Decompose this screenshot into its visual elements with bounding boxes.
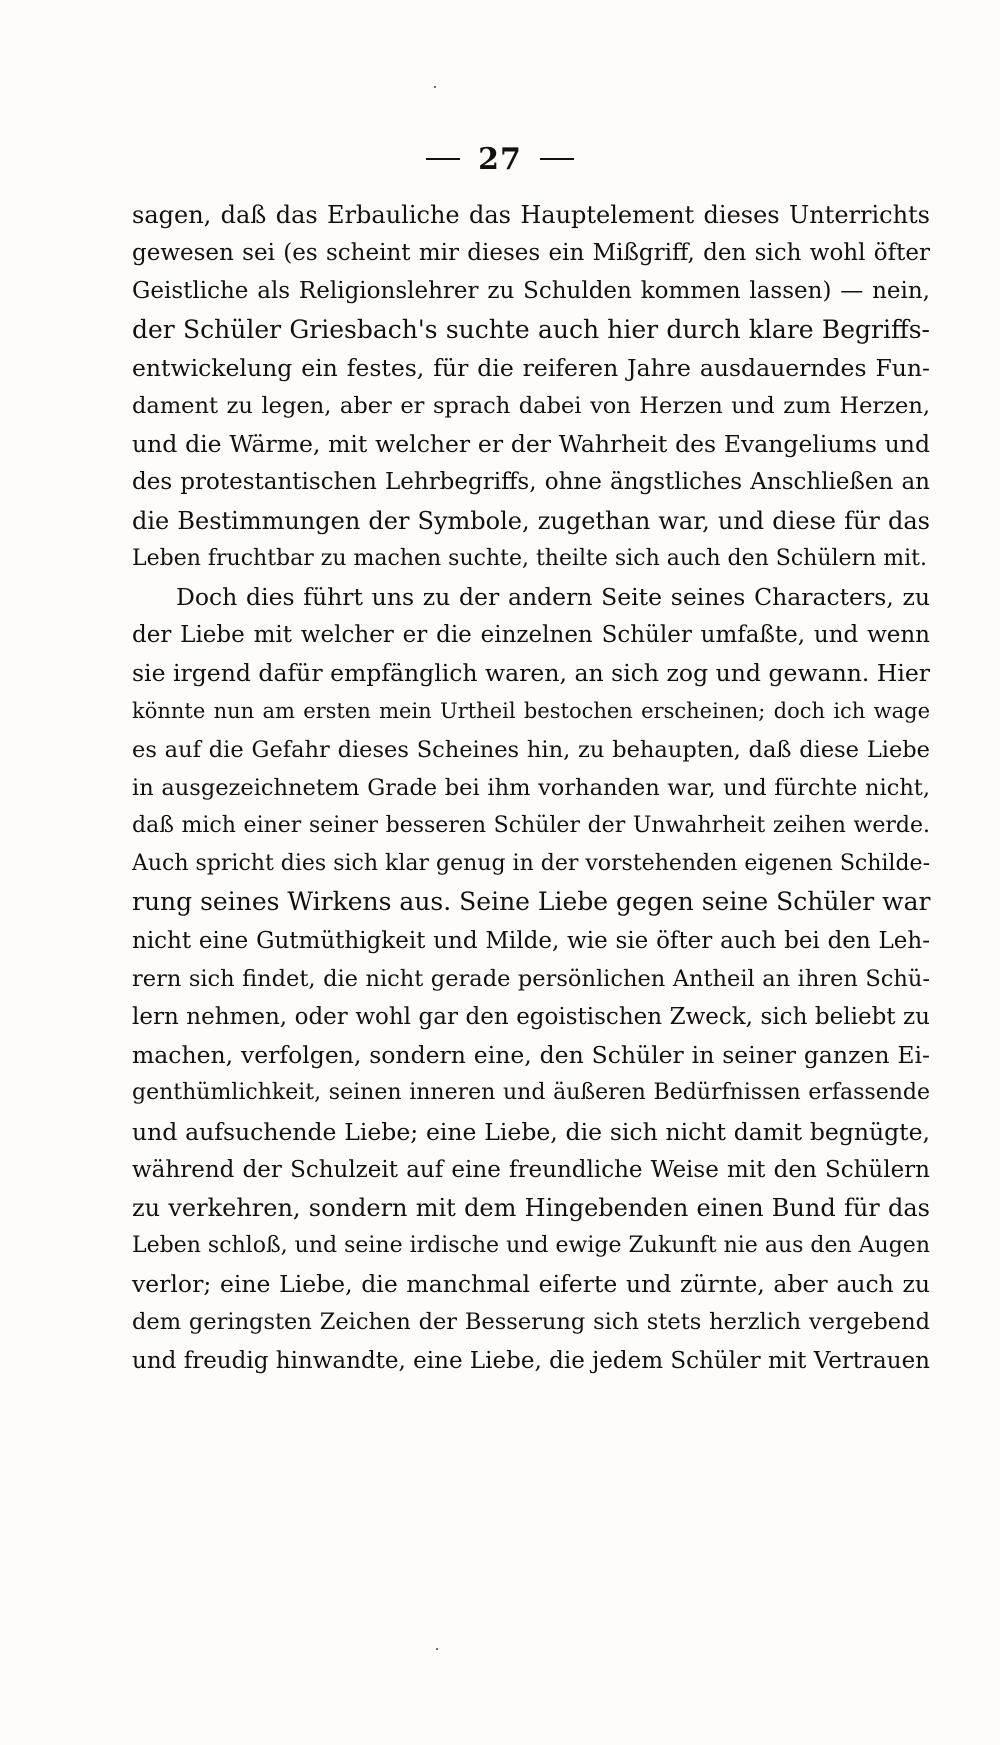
- text-line: Leben schloß, und seine irdische und ewige Zukunft nie aus den Augen: [132, 1233, 930, 1259]
- text-line: und freudig hinwandte, eine Liebe, die jedem Schüler mit Vertrauen: [132, 1347, 930, 1374]
- text-line: daß mich einer seiner besseren Schüler der Unwahrheit zeihen werde.: [132, 813, 930, 838]
- text-line: der Liebe mit welcher er die einzelnen Schüler umfaßte, und wenn: [132, 622, 930, 649]
- text-line: sagen, daß das Erbauliche das Hauptelement dieses Unterrichts: [132, 201, 930, 229]
- text-line: es auf die Gefahr dieses Scheines hin, zu behaupten, daß diese Liebe: [132, 736, 930, 763]
- text-line: machen, verfolgen, sondern eine, den Schüler in seiner ganzen Ei-: [132, 1041, 930, 1070]
- text-line: dament zu legen, aber er sprach dabei von Herzen und zum Herzen,: [132, 392, 930, 419]
- text-line: des protestantischen Lehrbegriffs, ohne ängstliches Anschließen an: [132, 469, 930, 496]
- text-line: könnte nun am ersten mein Urtheil bestochen erscheinen; doch ich wage: [132, 699, 930, 724]
- text-line: genthümlichkeit, seinen inneren und äußeren Bedürfnissen erfassende: [132, 1080, 930, 1106]
- text-line: lern nehmen, oder wohl gar den egoistischen Zweck, sich beliebt zu: [132, 1003, 930, 1030]
- text-line: verlor; eine Liebe, die manchmal eiferte und zürnte, aber auch zu: [132, 1270, 930, 1299]
- text-line: in ausgezeichnetem Grade bei ihm vorhanden war, und fürchte nicht,: [132, 774, 930, 801]
- text-line: und die Wärme, mit welcher er der Wahrheit des Evangeliums und: [132, 430, 930, 459]
- text-line: sie irgend dafür empfänglich waren, an sich zog und gewann. Hier: [132, 659, 930, 688]
- text-line: der Schüler Griesbach's suchte auch hier durch klare Begriffs-: [132, 314, 930, 344]
- text-line: zu verkehren, sondern mit dem Hingebenden einen Bund für das: [132, 1193, 930, 1222]
- text-line: rung seines Wirkens aus. Seine Liebe gegen seine Schüler war: [132, 887, 931, 917]
- text-line: entwickelung ein festes, für die reiferen Jahre ausdauerndes Fun-: [132, 353, 930, 382]
- page-number-header: [0, 142, 1000, 177]
- text-line: rern sich findet, die nicht gerade persönlichen Antheil an ihren Schü-: [132, 965, 930, 992]
- text-line: nicht eine Gutmüthigkeit und Milde, wie sie öfter auch bei den Leh-: [132, 927, 930, 954]
- text-line: Auch spricht dies sich klar genug in der vorstehenden eigenen Schilde-: [132, 851, 930, 877]
- body-text: [132, 196, 930, 1380]
- text-line: dem geringsten Zeichen der Besserung sich stets herzlich vergebend: [132, 1309, 930, 1336]
- right-dash: [540, 158, 574, 160]
- text-line: die Bestimmungen der Symbole, zugethan war, und diese für das: [132, 506, 930, 535]
- text-line: Geistliche als Religionslehrer zu Schulden kommen lassen) — nein,: [132, 278, 930, 305]
- page-number: 27: [478, 142, 522, 177]
- paper-speck: [436, 1648, 438, 1650]
- text-line: Leben fruchtbar zu machen suchte, theilte sich auch den Schülern mit.: [132, 545, 927, 571]
- text-line: während der Schulzeit auf eine freundliche Weise mit den Schülern: [132, 1156, 930, 1183]
- text-line: und aufsuchende Liebe; eine Liebe, die sich nicht damit begnügte,: [132, 1117, 930, 1146]
- text-line: gewesen sei (es scheint mir dieses ein Mißgriff, den sich wohl öfter: [132, 240, 930, 267]
- text-line: Doch dies führt uns zu der andern Seite seines Characters, zu: [176, 582, 930, 611]
- left-dash: [426, 158, 460, 160]
- paper-speck: [434, 86, 436, 88]
